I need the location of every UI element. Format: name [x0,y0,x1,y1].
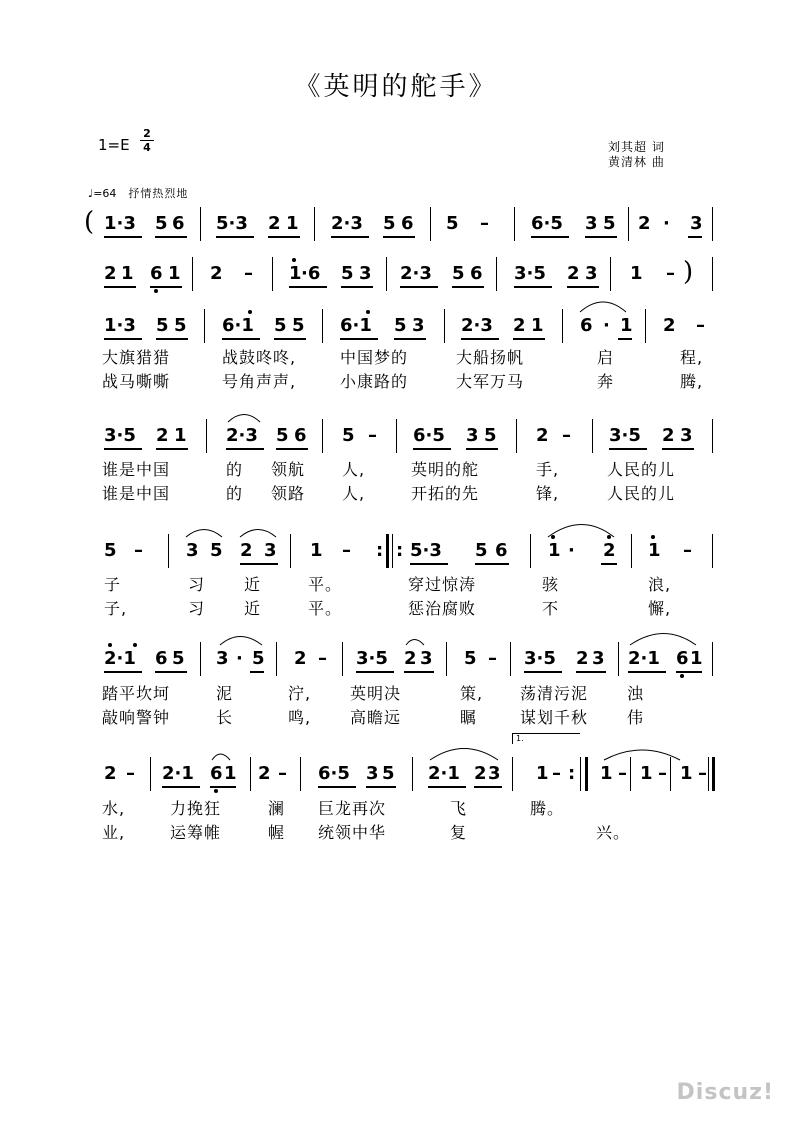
note: 2 [294,648,307,669]
lyric: 力挽狂 [170,799,222,818]
note: 5·3 [410,540,442,561]
note: · [663,213,670,234]
note: – [318,648,327,669]
volta-bracket: 1. [512,733,580,744]
note: 5 [475,540,488,561]
note: 2·1 [104,648,136,669]
lyric: 不 [542,599,560,618]
note: 5 [292,315,305,336]
note: 5 [382,763,395,784]
lyric: 平。 [308,575,343,594]
lyric: 人, [342,460,366,479]
note: 3 [412,315,425,336]
note: – [134,540,143,561]
note: 5 [172,648,185,669]
note: 1 [168,263,181,284]
note: 6 [294,425,307,446]
note: – [552,763,561,784]
note: 1 [121,263,134,284]
note: 2 [576,648,589,669]
note: 1 [174,425,187,446]
note: 3 [216,648,229,669]
lyric: 穿过惊涛 [408,575,477,594]
lyric: 手, [536,460,560,479]
slur [430,749,498,761]
lyric: 骇 [542,575,560,594]
note: 5 [452,263,465,284]
note: 2 [258,763,271,784]
slur [220,637,262,646]
note: 2·1 [428,763,460,784]
note: – [126,763,135,784]
note: 2 [268,213,281,234]
lyric: 踏平坎坷 [102,684,171,703]
note: 5·3 [216,213,248,234]
note: 3 [680,425,693,446]
note: 1 [289,263,302,284]
note: 2·3 [461,315,493,336]
lyric: 大旗猎猎 [102,348,171,367]
note: 3·5 [609,425,641,446]
note: 2 [104,263,117,284]
note: 5 [383,213,396,234]
lyric: 子, [104,599,128,618]
note: – [480,213,489,234]
note: 6·5 [413,425,445,446]
note: 5 [156,315,169,336]
lyric: 近 [244,575,262,594]
note: 6·5 [318,763,350,784]
composer-credit: 黄清林 曲 [608,155,665,169]
note: 3·5 [524,648,556,669]
note: – [696,315,705,336]
note: 5 [603,213,616,234]
note: 2 [104,763,117,784]
lyric: 大船扬帆 [456,348,525,367]
note: 6 [155,648,168,669]
note: – [342,540,351,561]
slur [406,640,424,646]
lyric: 锋, [536,484,560,503]
lyric: 瞩 [460,708,478,727]
lyric: 的 [226,484,244,503]
note: 3 [264,540,277,561]
lyric: 习 [188,599,206,618]
slur [580,302,626,312]
lyric: 飞 [450,799,468,818]
note: 2 [404,648,417,669]
note: 1 [680,763,693,784]
time-signature-bottom: 4 [143,141,151,154]
note: 2 [474,763,487,784]
note: 1 [531,315,544,336]
note: 3·5 [356,648,388,669]
lyric: 运筹帷 [170,823,222,842]
note: 5 [155,213,168,234]
note: 6 [172,213,185,234]
lyric: 奔 [597,372,615,391]
slur [186,530,222,538]
note: 1 [630,263,643,284]
lyric: 业, [102,823,126,842]
note: 2 [603,540,616,561]
note: 6 [580,315,593,336]
lyric: 号角声声, [222,372,297,391]
note: 6 [401,213,414,234]
note: 5 [394,315,407,336]
lyric: 腾, [680,372,704,391]
note: 6·5 [531,213,563,234]
note: 5 [464,648,477,669]
lyric: 平。 [308,599,343,618]
note: – [698,763,707,784]
slur [630,634,696,646]
lyric: 近 [244,599,262,618]
lyric: 战马嘶嘶 [102,372,171,391]
lyric: 浊 [627,684,645,703]
note: 5 [341,263,354,284]
note: ·6 [301,263,321,284]
note: 3·5 [104,425,136,446]
note: 5 [252,648,265,669]
note: – [658,763,667,784]
lyricist-credit: 刘其超 词 [608,140,665,154]
lyric: 兴。 [596,823,631,842]
note: 3 [585,263,598,284]
lyric: 英明的舵 [411,460,480,479]
lyric: 大军万马 [456,372,525,391]
lyric: 中国梦的 [340,348,409,367]
lyric: 程, [680,348,704,367]
lyric: 巨龙再次 [318,799,387,818]
note: – [488,648,497,669]
lyric: 启 [597,348,615,367]
note: – [683,540,692,561]
note: 2·1 [162,763,194,784]
lyric: 懈, [648,599,672,618]
lyric: 统领中华 [318,823,387,842]
note: 3 [366,763,379,784]
note: · [568,540,575,561]
lyric: 泥 [216,684,234,703]
lyric: 鸣, [288,708,312,727]
lyric: 荡清污泥 [520,684,589,703]
note: 6 [150,263,163,284]
note: – [618,763,627,784]
note: 6·1 [340,315,372,336]
lyric: 水, [102,799,126,818]
lyric: 人, [342,484,366,503]
note: 1 [690,648,703,669]
lyric: 谁是中国 [102,484,171,503]
note: 3 [420,648,433,669]
note: 2 [240,540,253,561]
discuz-watermark: Discuz! [676,1080,774,1105]
note: 3 [186,540,199,561]
note: 3 [488,763,501,784]
lyric: 浪, [648,575,672,594]
note: 1 [640,763,653,784]
lyric: 人民的儿 [607,484,676,503]
note: – [278,763,287,784]
note: 1 [600,763,613,784]
lyric: 复 [450,823,468,842]
slur [548,525,614,538]
note: 3 [359,263,372,284]
repeat-dots: : [376,540,384,561]
lyric: 的 [226,460,244,479]
lyric: 长 [216,708,234,727]
note: 2 [156,425,169,446]
note: 1·3 [104,315,136,336]
lyric: 泞, [288,684,312,703]
note: 2 [663,315,676,336]
slur [604,750,680,760]
song-title: 《英明的舵手》 [294,72,498,102]
note: 1·3 [104,213,136,234]
note: – [368,425,377,446]
note: 5 [174,315,187,336]
lyric: 领路 [271,484,306,503]
note: 5 [104,540,117,561]
note: · [603,315,610,336]
lyric: 小康路的 [340,372,409,391]
note: 6 [210,763,223,784]
note: 6 [470,263,483,284]
note: 2 [210,263,223,284]
note: 3 [585,213,598,234]
note: 5 [274,315,287,336]
note: 1 [536,763,549,784]
repeat-dots: : [396,540,404,561]
note: 1 [224,763,237,784]
note: 2 [536,425,549,446]
note: 1 [548,540,561,561]
key-signature: 1=E [98,136,130,154]
note: 2·3 [400,263,432,284]
expression-marking: 抒情热烈地 [128,187,189,200]
close-paren: ) [683,257,694,287]
note: 3 [466,425,479,446]
lyric: 战鼓咚咚, [222,348,297,367]
note: 6 [676,648,689,669]
repeat-dots: : [568,763,576,784]
note: 2·3 [331,213,363,234]
lyric: 开拓的先 [411,484,480,503]
note: 5 [446,213,459,234]
note: · [236,648,243,669]
note: 6·1 [222,315,254,336]
note: 5 [210,540,223,561]
lyric: 谋划千秋 [520,708,589,727]
lyric: 惩治腐败 [408,599,477,618]
note: 2·3 [226,425,258,446]
note: – [562,425,571,446]
lyric: 谁是中国 [102,460,171,479]
lyric: 幄 [268,823,286,842]
open-paren: ( [84,207,95,237]
note: 1 [310,540,323,561]
note: 2 [513,315,526,336]
slur [212,754,230,760]
lyric: 子 [104,575,122,594]
note: 1 [648,540,661,561]
lyric: 人民的儿 [607,460,676,479]
note: – [244,263,253,284]
lyric: 策, [460,684,484,703]
lyric: 英明决 [350,684,402,703]
note: 2 [662,425,675,446]
lyric: 高瞻远 [350,708,402,727]
note: 2·1 [628,648,660,669]
slur [228,415,260,423]
note: 6 [495,540,508,561]
lyric: 腾。 [530,799,565,818]
note: 3 [592,648,605,669]
lyric: 领航 [271,460,306,479]
note: 1 [620,315,633,336]
note: 1 [286,213,299,234]
note: – [666,263,675,284]
note: 2 [567,263,580,284]
note: 3·5 [514,263,546,284]
lyric: 敲响警钟 [102,708,171,727]
note: 5 [342,425,355,446]
note: 5 [276,425,289,446]
slur [240,530,276,538]
note: 5 [484,425,497,446]
lyric: 习 [188,575,206,594]
lyric: 伟 [627,708,645,727]
note: 3 [690,213,703,234]
tempo-value: ♩=64 [88,187,117,200]
time-signature-top: 2 [143,127,151,140]
lyric: 澜 [268,799,286,818]
note: 2 [638,213,651,234]
